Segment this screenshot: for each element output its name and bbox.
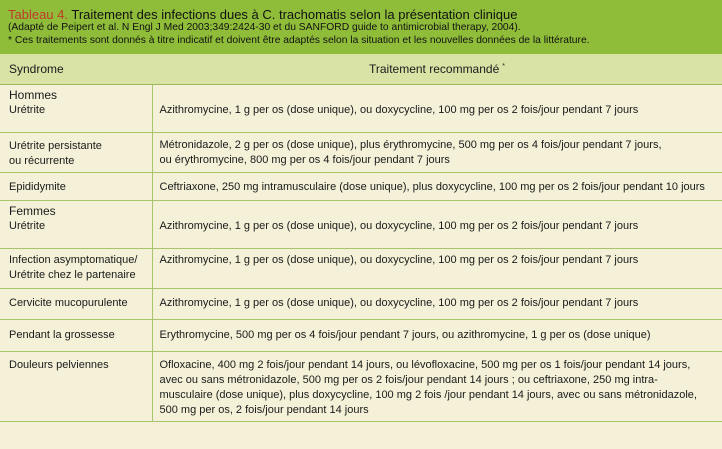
header-treatment-mark: * [502, 63, 505, 70]
table-row [0, 320, 722, 352]
syndrome-line: Douleurs pelviennes [9, 359, 109, 371]
table-row [0, 85, 722, 133]
treatment-table [0, 54, 722, 422]
syndrome-line: Urétrite chez le partenaire [9, 269, 136, 281]
table-row [0, 352, 722, 422]
source-note: (Adapté de Peipert et al. N Engl J Med 2003;349:2424-30 et du SANFORD guide to antimicrobial therapy, 2004). [8, 22, 521, 33]
treatment-cell [152, 320, 722, 352]
treatment-cell [152, 201, 722, 249]
header-treatment-label: Traitement recommandé [368, 62, 500, 76]
syndrome-cell [0, 289, 152, 320]
treatment-cell [152, 249, 722, 289]
syndrome-cell [0, 320, 152, 352]
treatment-line: Ceftriaxone, 250 mg intramusculaire (dose unique), plus doxycycline, 100 mg per os 2 fois/jour pendant 10 jours [159, 181, 705, 193]
syndrome-cell [0, 173, 152, 201]
treatment-line: avec ou sans métronidazole, 500 mg per os 2 fois/jour pendant 14 jours ; ou ceftriaxone, 250 mg intra- [159, 374, 658, 386]
table-row [0, 249, 722, 289]
table-title [8, 7, 714, 22]
treatment-line: ou érythromycine, 800 mg per os 4 fois/jour pendant 7 jours [159, 154, 450, 166]
syndrome-cell [0, 352, 152, 422]
syndrome-line: Urétrite [9, 220, 46, 232]
treatment-cell [152, 289, 722, 320]
treatment-line: Erythromycine, 500 mg per os 4 fois/jour pendant 7 jours, ou azithromycine, 1 g per os (dose unique) [159, 329, 651, 341]
syndrome-line: Urétrite [9, 104, 46, 116]
treatment-line: Azithromycine, 1 g per os (dose unique), ou doxycycline, 100 mg per os 2 fois/jour pendant 7 jours [159, 254, 639, 266]
syndrome-cell [0, 201, 152, 249]
syndrome-line: Infection asymptomatique/ [9, 254, 138, 266]
table-body [0, 85, 722, 422]
table-header-row [0, 54, 722, 85]
syndrome-line: Epididymite [9, 181, 66, 193]
disclaimer-note: * Ces traitements sont donnés à titre indicatif et doivent être adaptés selon la situation et les nouvelles données de la littérature. [8, 35, 590, 46]
group-heading: Femmes [9, 204, 56, 218]
treatment-line: Azithromycine, 1 g per os (dose unique), ou doxycycline, 100 mg per os 2 fois/jour pendant 7 jours [159, 220, 639, 232]
treatment-cell [152, 173, 722, 201]
table-row [0, 133, 722, 173]
syndrome-line: ou récurrente [9, 155, 75, 167]
syndrome-line: Cervicite mucopurulente [9, 297, 128, 309]
syndrome-line: Urétrite persistante [9, 140, 102, 152]
treatment-cell [152, 133, 722, 173]
treatment-line: Azithromycine, 1 g per os (dose unique), ou doxycycline, 100 mg per os 2 fois/jour pendant 7 jours [159, 104, 639, 116]
treatment-line: Azithromycine, 1 g per os (dose unique), ou doxycycline, 100 mg per os 2 fois/jour pendant 7 jours [159, 297, 639, 309]
table-row [0, 201, 722, 249]
table-title-text: Traitement des infections dues à C. trachomatis selon la présentation clinique [68, 7, 518, 22]
treatment-line: Ofloxacine, 400 mg 2 fois/jour pendant 14 jours, ou lévofloxacine, 500 mg per os 1 fois/jour pendant 14 jours, [159, 359, 691, 371]
table-number: Tableau 4. [8, 7, 68, 22]
table-row [0, 289, 722, 320]
syndrome-cell [0, 249, 152, 289]
header-syndrome: Syndrome [0, 54, 152, 85]
syndrome-cell [0, 133, 152, 173]
treatment-cell [152, 85, 722, 133]
group-heading: Hommes [9, 88, 58, 102]
table-row [0, 173, 722, 201]
syndrome-cell [0, 85, 152, 133]
table-caption [0, 0, 722, 54]
treatment-line: Métronidazole, 2 g per os (dose unique), plus érythromycine, 500 mg per os 4 fois/jour pendant 7 jours, [159, 139, 662, 151]
syndrome-line: Pendant la grossesse [9, 329, 115, 341]
treatment-cell [152, 352, 722, 422]
treatment-line: 500 mg per os, 2 fois/jour pendant 14 jours [159, 404, 369, 416]
treatment-line: musculaire (dose unique), plus doxycycline, 100 mg 2 fois /jour pendant 14 jours, avec ou sans métronidazole, [159, 389, 697, 401]
header-treatment [152, 54, 722, 85]
